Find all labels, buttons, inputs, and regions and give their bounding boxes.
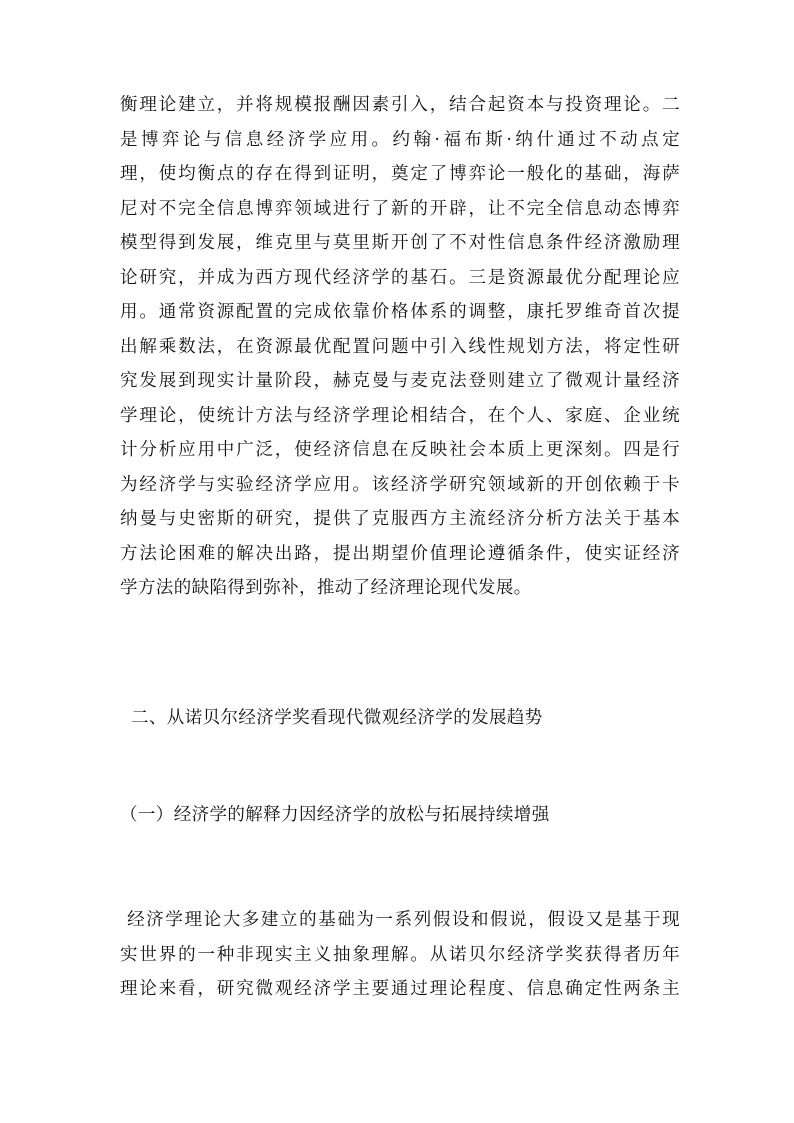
paragraph-line: 衡理论建立，并将规模报酬因素引入，结合起资本与投资理论。二 (120, 95, 680, 115)
paragraph-line: 方法论困难的解决出路，提出期望价值理论遵循条件，使实证经济 (120, 543, 680, 564)
paragraph-line: 经济学理论大多建立的基础为一系列假设和假说，假设又是基于现 (120, 910, 680, 930)
paragraph-line: 尼对不完全信息博弈领域进行了新的开辟，让不完全信息动态博弈 (120, 198, 680, 219)
paragraph-line: 计分析应用中广泛，使经济信息在反映社会本质上更深刻。四是行 (120, 440, 680, 460)
paragraph-line: 纳曼与史密斯的研究，提供了克服西方主流经济分析方法关于基本 (120, 509, 680, 529)
paragraph-line: 出解乘数法，在资源最优配置问题中引入线性规划方法，将定性研 (120, 336, 680, 357)
body-paragraph-2 (120, 903, 680, 1007)
paragraph-line: 是博弈论与信息经济学应用。约翰·福布斯·纳什通过不动点定 (120, 129, 680, 150)
subsection-heading: （一）经济学的解释力因经济学的放松与拓展持续增强 (120, 805, 550, 825)
paragraph-line: 理论来看，研究微观经济学主要通过理论程度、信息确定性两条主 (120, 979, 680, 999)
paragraph-line: 实世界的一种非现实主义抽象理解。从诺贝尔经济学奖获得者历年 (120, 944, 680, 965)
section-heading: 二、从诺贝尔经济学奖看现代微观经济学的发展趋势 (131, 708, 543, 728)
body-paragraph-1 (120, 88, 680, 606)
paragraph-line: 学理论，使统计方法与经济学理论相结合，在个人、家庭、企业统 (120, 405, 680, 426)
paragraph-line: 学方法的缺陷得到弥补，推动了经济理论现代发展。 (120, 578, 532, 598)
paragraph-line: 模型得到发展，维克里与莫里斯开创了不对性信息条件经济激励理 (120, 233, 680, 253)
paragraph-line: 究发展到现实计量阶段，赫克曼与麦克法登则建立了微观计量经济 (120, 371, 680, 391)
paragraph-line: 论研究，并成为西方现代经济学的基石。三是资源最优分配理论应 (120, 267, 680, 288)
paragraph-line: 用。通常资源配置的完成依靠价格体系的调整，康托罗维奇首次提 (120, 302, 680, 322)
paragraph-line: 为经济学与实验经济学应用。该经济学研究领域新的开创依赖于卡 (120, 474, 680, 495)
paragraph-line: 理，使均衡点的存在得到证明，奠定了博弈论一般化的基础，海萨 (120, 164, 680, 184)
